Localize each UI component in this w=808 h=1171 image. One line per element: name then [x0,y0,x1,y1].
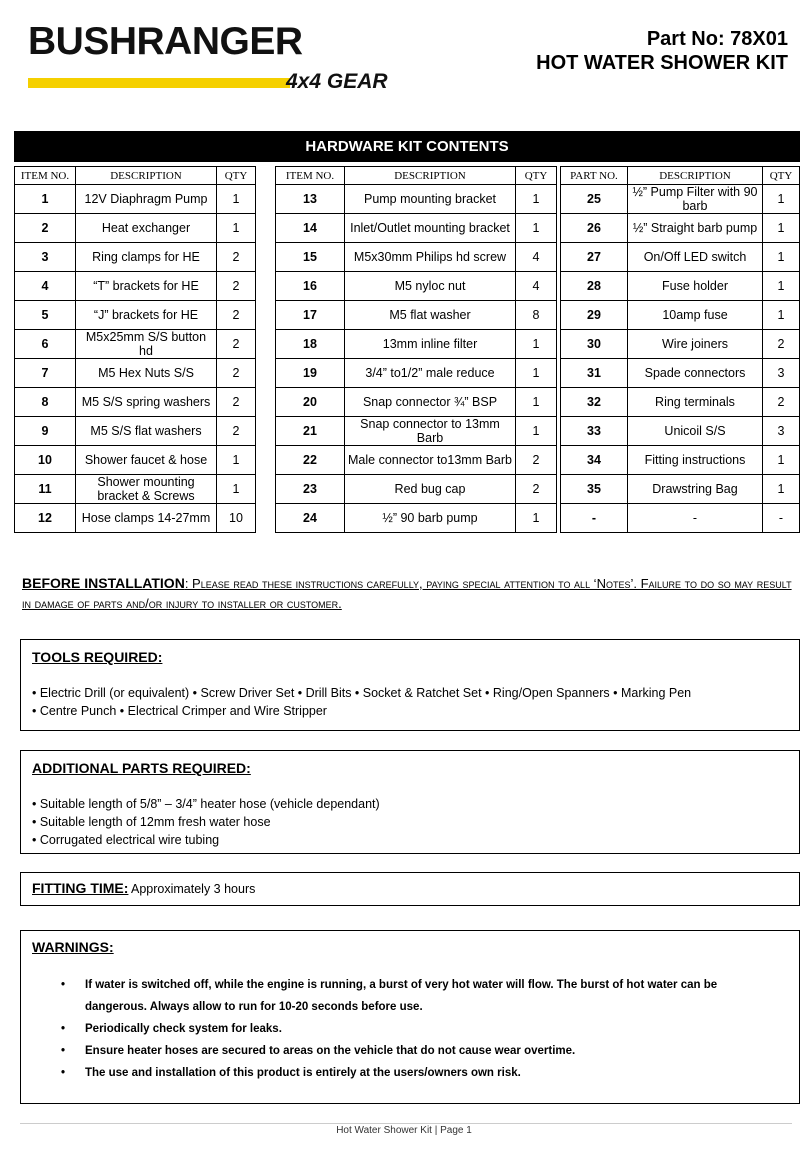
bullet-icon: • [61,979,66,991]
item-number: 17 [276,301,345,330]
warnings-title: WARNINGS: [32,939,114,955]
item-description: Ring clamps for HE [76,243,217,272]
tools-line-1: • Electric Drill (or equivalent) • Screw Driver Set • Drill Bits • Socket & Ratchet Set • Ring/Open Spanners • Marking Pen [32,686,692,700]
item-number: 20 [276,388,345,417]
item-qty: 10 [217,504,256,533]
item-qty: 4 [516,243,557,272]
item-description: “T” brackets for HE [76,272,217,301]
item-number: 14 [276,214,345,243]
item-qty: 2 [516,475,557,504]
warning-item: • Ensure heater hoses are secured to areas on the vehicle that do not cause wear overtime. [61,1045,576,1057]
table-row [15,417,256,446]
item-number: 7 [15,359,76,388]
table-row [15,504,256,533]
item-qty: 2 [217,243,256,272]
item-description: Ring terminals [628,388,763,417]
item-qty: 4 [516,272,557,301]
warning-item: • The use and installation of this product is entirely at the users/owners own risk. [61,1067,521,1079]
table-row [561,243,800,272]
item-qty: 1 [516,504,557,533]
item-description: “J” brackets for HE [76,301,217,330]
item-description: M5 S/S spring washers [76,388,217,417]
footer-divider [20,1123,792,1124]
warning-item: • If water is switched off, while the engine is running, a burst of very hot water will flow. The burst of hot water can be [61,979,718,991]
item-description: M5 nyloc nut [345,272,516,301]
table-row [561,446,800,475]
fitting-time-box [20,872,800,906]
item-qty: 1 [217,475,256,504]
item-description: Shower faucet & hose [76,446,217,475]
table-row [15,272,256,301]
table-row [276,185,557,214]
hardware-table-2 [275,166,557,533]
table-row [15,243,256,272]
item-description: M5x25mm S/S button hd [76,330,217,359]
item-number: 5 [15,301,76,330]
item-qty: 2 [763,388,800,417]
item-number: 35 [561,475,628,504]
item-number: 34 [561,446,628,475]
item-number: 26 [561,214,628,243]
item-description: - [628,504,763,533]
additional-item-1: • Suitable length of 5/8” – 3/4” heater hose (vehicle dependant) [32,797,380,811]
column-header: ITEM NO. [276,167,345,185]
item-description: Snap connector ¾” BSP [345,388,516,417]
table-row [276,272,557,301]
item-number: 10 [15,446,76,475]
item-qty: 1 [516,359,557,388]
item-qty: 2 [217,359,256,388]
additional-item-2: • Suitable length of 12mm fresh water hose [32,815,271,829]
column-header: QTY [217,167,256,185]
warning-item: • Periodically check system for leaks. [61,1023,282,1035]
item-qty: 1 [763,214,800,243]
item-number: - [561,504,628,533]
bullet-icon: • [61,1067,66,1079]
item-number: 12 [15,504,76,533]
table-row [561,475,800,504]
item-description: ½” Pump Filter with 90 barb [628,185,763,214]
item-description: M5 Hex Nuts S/S [76,359,217,388]
item-number: 24 [276,504,345,533]
column-header: QTY [516,167,557,185]
item-description: Drawstring Bag [628,475,763,504]
fitting-time-title: FITTING TIME: [32,880,129,896]
column-header: DESCRIPTION [345,167,516,185]
item-qty: 1 [516,185,557,214]
item-number: 8 [15,388,76,417]
additional-parts-title: ADDITIONAL PARTS REQUIRED: [32,760,251,776]
table-row [15,359,256,388]
table-row [15,301,256,330]
table-row [15,330,256,359]
item-qty: 1 [516,417,557,446]
item-number: 25 [561,185,628,214]
column-header: PART NO. [561,167,628,185]
item-qty: 2 [217,301,256,330]
item-description: 3/4” to1/2” male reduce [345,359,516,388]
item-description: Inlet/Outlet mounting bracket [345,214,516,243]
item-qty: 1 [217,446,256,475]
table-row [276,475,557,504]
fitting-time-value: Approximately 3 hours [131,882,256,896]
item-description: 13mm inline filter [345,330,516,359]
item-qty: 1 [516,388,557,417]
page-footer: Hot Water Shower Kit | Page 1 [336,1125,472,1136]
item-description: M5 S/S flat washers [76,417,217,446]
item-number: 9 [15,417,76,446]
item-number: 1 [15,185,76,214]
item-number: 16 [276,272,345,301]
before-installation-note [22,573,792,614]
item-description: M5 flat washer [345,301,516,330]
table-row [15,475,256,504]
table-row [15,214,256,243]
item-description: On/Off LED switch [628,243,763,272]
item-description: Spade connectors [628,359,763,388]
item-qty: 3 [763,417,800,446]
hardware-table-3 [560,166,800,533]
item-number: 18 [276,330,345,359]
column-header: ITEM NO. [15,167,76,185]
table-row [561,388,800,417]
item-number: 13 [276,185,345,214]
item-qty: - [763,504,800,533]
before-installation-lead: BEFORE INSTALLATION [22,575,185,591]
item-qty: 1 [217,185,256,214]
table-row [561,272,800,301]
item-qty: 8 [516,301,557,330]
item-description: M5x30mm Philips hd screw [345,243,516,272]
hardware-kit-header: HARDWARE KIT CONTENTS [14,131,800,162]
item-qty: 2 [217,272,256,301]
item-qty: 2 [217,388,256,417]
additional-parts-box [20,750,800,854]
table-row [276,504,557,533]
item-qty: 3 [763,359,800,388]
tools-required-title: TOOLS REQUIRED: [32,649,163,665]
brand-logo [28,20,390,93]
document-title: HOT WATER SHOWER KIT [536,52,788,74]
table-row [561,330,800,359]
item-description: Fuse holder [628,272,763,301]
column-header: DESCRIPTION [76,167,217,185]
table-row [276,359,557,388]
item-qty: 1 [217,214,256,243]
item-number: 31 [561,359,628,388]
warning-item-continued: dangerous. Always allow to run for 10-20 seconds before use. [85,1001,423,1013]
item-number: 19 [276,359,345,388]
table-row [561,417,800,446]
item-number: 2 [15,214,76,243]
part-number: Part No: 78X01 [646,28,788,50]
item-number: 22 [276,446,345,475]
table-row [276,301,557,330]
logo-yellow-bar [28,78,290,88]
table-row [15,388,256,417]
item-qty: 1 [516,214,557,243]
item-description: Shower mounting bracket & Screws [76,475,217,504]
item-description: Male connector to13mm Barb [345,446,516,475]
warnings-box [20,930,800,1104]
tools-required-box [20,639,800,731]
item-qty: 1 [763,272,800,301]
item-number: 29 [561,301,628,330]
item-number: 32 [561,388,628,417]
column-header: DESCRIPTION [628,167,763,185]
tools-line-2: • Centre Punch • Electrical Crimper and Wire Stripper [32,704,327,718]
item-description: Red bug cap [345,475,516,504]
item-description: Heat exchanger [76,214,217,243]
item-description: ½” Straight barb pump [628,214,763,243]
before-installation-text: : Please read these instructions carefully, paying special attention to all ‘Notes’. Failure to do so may result in damage of parts and/or injury to installer or customer. [22,576,792,611]
item-number: 4 [15,272,76,301]
item-description: Unicoil S/S [628,417,763,446]
item-number: 23 [276,475,345,504]
table-row [561,185,800,214]
item-qty: 1 [763,475,800,504]
item-description: Hose clamps 14-27mm [76,504,217,533]
table-row [276,417,557,446]
item-description: 12V Diaphragm Pump [76,185,217,214]
table-row [276,214,557,243]
item-qty: 1 [763,446,800,475]
table-row [561,214,800,243]
item-qty: 1 [763,243,800,272]
table-row [561,359,800,388]
item-number: 21 [276,417,345,446]
additional-item-3: • Corrugated electrical wire tubing [32,833,220,847]
item-qty: 2 [217,330,256,359]
item-number: 6 [15,330,76,359]
item-number: 30 [561,330,628,359]
bullet-icon: • [61,1023,66,1035]
item-description: ½” 90 barb pump [345,504,516,533]
item-qty: 1 [763,301,800,330]
item-qty: 2 [763,330,800,359]
item-qty: 1 [516,330,557,359]
item-qty: 2 [217,417,256,446]
item-number: 15 [276,243,345,272]
table-row [561,301,800,330]
item-description: Wire joiners [628,330,763,359]
logo-subtitle: 4x4 GEAR [286,70,388,93]
bullet-icon: • [61,1045,66,1057]
column-header: QTY [763,167,800,185]
table-row [561,504,800,533]
item-qty: 2 [516,446,557,475]
hardware-table-1 [14,166,256,533]
item-number: 33 [561,417,628,446]
item-description: Fitting instructions [628,446,763,475]
item-description: Pump mounting bracket [345,185,516,214]
item-number: 11 [15,475,76,504]
logo-wordmark: BUSHRANGER [28,20,303,63]
table-row [276,388,557,417]
item-description: Snap connector to 13mm Barb [345,417,516,446]
item-number: 28 [561,272,628,301]
table-row [15,446,256,475]
table-row [276,446,557,475]
item-number: 3 [15,243,76,272]
table-row [15,185,256,214]
table-row [276,330,557,359]
item-description: 10amp fuse [628,301,763,330]
item-number: 27 [561,243,628,272]
item-qty: 1 [763,185,800,214]
table-row [276,243,557,272]
